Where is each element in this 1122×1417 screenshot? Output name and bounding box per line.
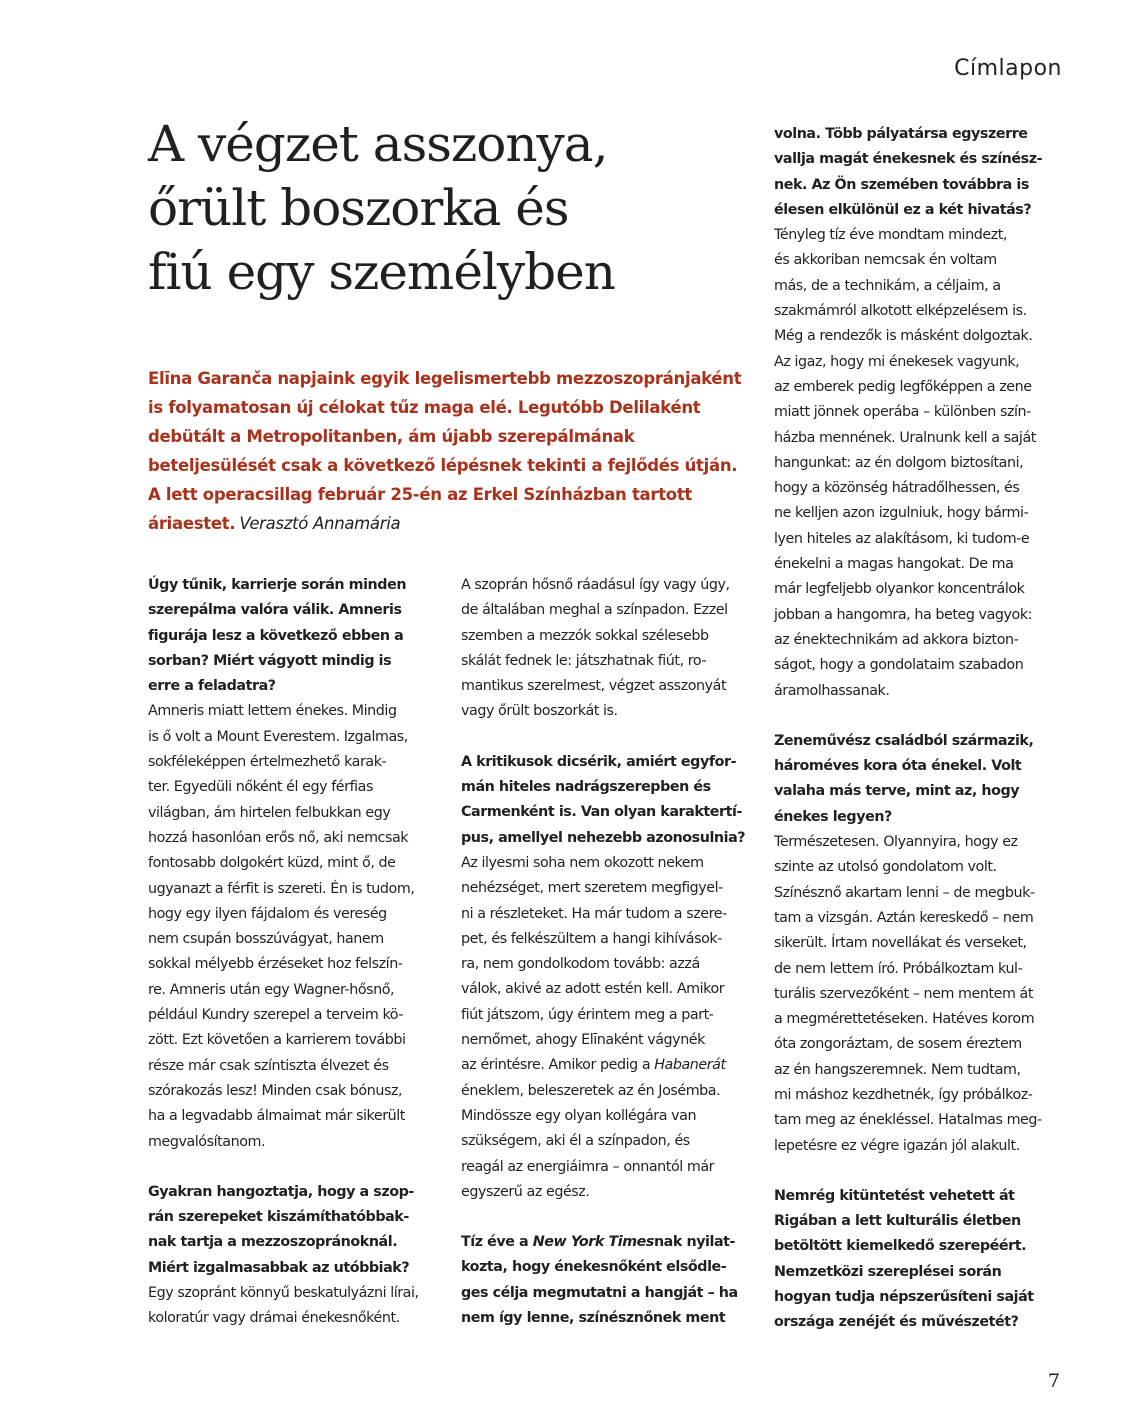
article-lead: [148, 364, 748, 538]
answer-line: turális szervezőként – nem mentem át: [774, 985, 1034, 1002]
paragraph-gap: [774, 704, 1070, 729]
question-line: vallja magát énekesnek és színész-: [774, 151, 1043, 168]
paragraph-gap: [461, 1205, 757, 1230]
answer-line: hangunkat: az én dolgom biztosítani,: [774, 454, 1024, 471]
answer-line: skálát fednek le: játszhatnak fiút, ro-: [461, 652, 707, 669]
answer-line: éneklem, beleszeretek az én Josémba.: [461, 1082, 721, 1099]
paragraph-gap: [148, 1155, 444, 1180]
italic-title: Habanerát: [654, 1057, 726, 1074]
page-number: 7: [1047, 1370, 1060, 1392]
answer-line: hozzá hasonlóan erős nő, aki nemcsak: [148, 829, 409, 846]
answer-line: nernőmet, ahogy Elīnaként vágynék: [461, 1032, 705, 1049]
question-line: nak tartja a mezzoszopránoknál.: [148, 1234, 398, 1251]
question-line: hogyan tudja népszerűsíteni saját: [774, 1289, 1034, 1306]
paragraph-gap: [774, 1159, 1070, 1184]
question-line: ges célja megmutatni a hangját – ha: [461, 1284, 738, 1301]
answer-line: és akkoriban nemcsak én voltam: [774, 252, 997, 269]
question-line: figurája lesz a következő ebben a: [148, 627, 404, 644]
answer-line: megvalósítanom.: [148, 1133, 266, 1150]
answer-line: egyszerű az egész.: [461, 1183, 590, 1200]
byline: Verasztó Annamária: [239, 514, 401, 533]
italic-title: New York Times: [532, 1234, 654, 1251]
answer-line: énekelni a magas hangokat. De ma: [774, 556, 1014, 573]
article-column-1: [148, 573, 444, 1332]
answer-line: Még a rendezők is másként dolgoztak.: [774, 328, 1033, 345]
question-line: volna. Több pályatársa egyszerre: [774, 126, 1028, 142]
lead-line-last: [148, 509, 748, 538]
answer-line: fontosabb dolgokért küzd, mint ő, de: [148, 855, 396, 872]
lead-line: beteljesülését csak a következő lépésnek tekinti a fejlődés útján.: [148, 456, 738, 475]
question-line: valaha más terve, mint az, hogy: [774, 783, 1020, 800]
answer-line: nehézséget, mert szeretem megfigyel-: [461, 880, 723, 897]
answer-line: ugyanazt a férfit is szereti. Én is tudom,: [148, 880, 415, 897]
answer-line: de általában meghal a színpadon. Ezzel: [461, 602, 728, 619]
answer-line: jobban a hangomra, ha beteg vagyok:: [774, 606, 1033, 623]
answer-line: szinte az utolsó gondolatom volt.: [774, 859, 997, 876]
answer-line: ni a részleteket. Ha már tudom a szere-: [461, 905, 727, 922]
question-line: Carmenként is. Van olyan karaktertí-: [461, 804, 742, 821]
answer-line: ne kelljen azon izgulniuk, hogy bármi-: [774, 505, 1029, 522]
answer-line: az emberek pedig legfőképpen a zene: [774, 378, 1032, 395]
answer-line: Természetesen. Olyannyira, hogy ez: [774, 834, 1018, 851]
question-line: erre a feladatra?: [148, 678, 276, 695]
answer-line: hogy egy ilyen fájdalom és vereség: [148, 905, 387, 922]
question-line: pus, amellyel nehezebb azonosulnia?: [461, 829, 746, 846]
question-line: betöltött kiemelkedő szerepéért.: [774, 1238, 1027, 1255]
article-column-2: [461, 573, 757, 1331]
answer-line: ha a legvadabb álmaimat már sikerült: [148, 1108, 405, 1125]
answer-line: lepetésre ez végre igazán jól alakult.: [774, 1137, 1020, 1154]
answer-line: A szoprán hősnő ráadásul így vagy úgy,: [461, 577, 730, 593]
question-line: A kritikusok dicsérik, amiért egyfor-: [461, 753, 737, 770]
question-line: Miért izgalmasabbak az utóbbiak?: [148, 1259, 410, 1276]
question-line: sorban? Miért vágyott mindig is: [148, 652, 392, 669]
answer-line: tam a vizsgán. Aztán kereskedő – nem: [774, 909, 1034, 926]
article-column-3: [774, 122, 1070, 1336]
answer-line: Egy szopránt könnyű beskatulyázni lírai,: [148, 1285, 419, 1302]
answer-line: az érintésre. Amikor pedig a Habanerát: [461, 1057, 726, 1074]
answer-line: is ő volt a Mount Everestem. Izgalmas,: [148, 728, 408, 745]
answer-line: ter. Egyedüli nőként él egy férfias: [148, 779, 373, 796]
answer-line: reagál az energiáimra – onnantól már: [461, 1158, 715, 1175]
answer-line: szórakozás lesz! Minden csak bónusz,: [148, 1082, 403, 1099]
answer-line: fiút játszom, úgy érintem meg a part-: [461, 1006, 714, 1023]
answer-line: szakmámról alkotott elképzelésem is.: [774, 303, 1027, 320]
question-line: hároméves kora óta énekel. Volt: [774, 758, 1022, 775]
answer-line: mi máshoz kezdhetnék, így próbálkoz-: [774, 1086, 1033, 1103]
answer-line: de nem lettem író. Próbálkoztam kul-: [774, 960, 1023, 977]
answer-line: más, de a technikám, a céljaim, a: [774, 277, 1001, 294]
answer-line: Az igaz, hogy mi énekesek vagyunk,: [774, 353, 1020, 370]
headline-line: őrült boszorka és: [148, 179, 569, 237]
answer-line: az énektechnikám ad akkora bizton-: [774, 631, 1019, 648]
answer-line: pet, és felkészültem a hangi kihívások-: [461, 930, 722, 947]
answer-line: házba mennének. Uralnunk kell a saját: [774, 429, 1036, 446]
answer-line: ra, nem gondolkodom tovább: azzá: [461, 956, 700, 973]
question-line: Rigában a lett kulturális életben: [774, 1213, 1021, 1230]
answer-line: Tényleg tíz éve mondtam mindezt,: [774, 227, 1007, 244]
question-line: Úgy tűnik, karrierje során minden: [148, 577, 407, 593]
question-line: nek. Az Ön szemében továbbra is: [774, 176, 1029, 193]
question-line: nem így lenne, színésznőnek ment: [461, 1310, 726, 1327]
answer-line: sokféleképpen értelmezhető karak-: [148, 754, 387, 771]
answer-line: koloratúr vagy drámai énekesnőként.: [148, 1310, 400, 1327]
answer-line: a megmérettetéseken. Hatéves korom: [774, 1011, 1035, 1028]
article-headline: [148, 112, 728, 304]
answer-line: már legfeljebb olyankor koncentrálok: [774, 581, 1025, 598]
answer-line: Színésznő akartam lenni – de megbuk-: [774, 884, 1035, 901]
answer-line: része már csak színtiszta élvezet és: [148, 1057, 389, 1074]
question-line: kozta, hogy énekesnőként elsődle-: [461, 1259, 727, 1276]
lead-line-text: áriaestet.: [148, 514, 236, 533]
question-line: országa zenéjét és művészetét?: [774, 1314, 1019, 1331]
answer-line: például Kundry szerepel a terveim kö-: [148, 1007, 404, 1024]
lead-line: Elīna Garanča napjaink egyik legelismertebb mezzoszopránjaként: [148, 369, 742, 388]
answer-line: óta zongoráztam, de sosem éreztem: [774, 1036, 1022, 1053]
question-line: élesen elkülönül ez a két hivatás?: [774, 201, 1032, 218]
section-label: Címlapon: [954, 56, 1062, 81]
question-line: Gyakran hangoztatja, hogy a szop-: [148, 1183, 414, 1200]
question-line: Nemrég kitüntetést vehetett át: [774, 1187, 1015, 1204]
answer-line: hogy a közönség hátradőlhessen, és: [774, 480, 1020, 497]
answer-line: az én hangszeremnek. Nem tudtam,: [774, 1061, 1021, 1078]
question-line: Nemzetközi szereplései során: [774, 1263, 1002, 1280]
question-line: mán hiteles nadrágszerepben és: [461, 779, 711, 796]
answer-line: Az ilyesmi soha nem okozott nekem: [461, 854, 704, 871]
lead-line: A lett operacsillag február 25-én az Erkel Színházban tartott: [148, 485, 692, 504]
answer-line: világban, ám hirtelen felbukkan egy: [148, 804, 391, 821]
headline-line: fiú egy személyben: [148, 243, 615, 301]
answer-line: sikerült. Írtam novellákat és verseket,: [774, 935, 1027, 952]
answer-line: szükségem, aki él a színpadon, és: [461, 1133, 690, 1150]
question-line: Zeneművész családból származik,: [774, 732, 1034, 749]
headline-line: A végzet asszonya,: [148, 115, 608, 173]
answer-line: miatt jönnek operába – különben szín-: [774, 404, 1031, 421]
answer-line: lyen hiteles az alakításom, ki tudom-e: [774, 530, 1030, 547]
lead-line: debütált a Metropolitanben, ám újabb szerepálmának: [148, 427, 635, 446]
question-line: Tíz éve a New York Timesnak nyilat-: [461, 1234, 736, 1251]
lead-line: is folyamatosan új célokat tűz maga elé. Legutóbb Delilaként: [148, 398, 701, 417]
answer-line: zött. Ezt követően a karrierem további: [148, 1032, 406, 1049]
answer-line: sokkal mélyebb érzéseket hoz felszín-: [148, 956, 403, 973]
answer-line: válok, akivé az adott estén kell. Amikor: [461, 981, 725, 998]
answer-line: re. Amneris után egy Wagner-hősnő,: [148, 981, 395, 998]
answer-line: szemben a mezzók sokkal szélesebb: [461, 627, 709, 644]
answer-line: ságot, hogy a gondolataim szabadon: [774, 657, 1024, 674]
answer-line: áramolhassanak.: [774, 682, 890, 699]
answer-line: vagy őrült boszorkát is.: [461, 703, 618, 720]
answer-line: Amneris miatt lettem énekes. Mindig: [148, 703, 397, 720]
question-line: szerepálma valóra válik. Amneris: [148, 602, 402, 619]
question-line: rán szerepeket kiszámíthatóbbak-: [148, 1209, 409, 1226]
question-line: énekes legyen?: [774, 808, 892, 825]
answer-line: Mindössze egy olyan kollégára van: [461, 1107, 697, 1124]
answer-line: mantikus szerelmest, végzet asszonyát: [461, 678, 727, 695]
answer-line: tam meg az énekléssel. Hatalmas meg-: [774, 1112, 1042, 1129]
paragraph-gap: [461, 725, 757, 750]
answer-line: nem csupán bosszúvágyat, hanem: [148, 931, 384, 948]
